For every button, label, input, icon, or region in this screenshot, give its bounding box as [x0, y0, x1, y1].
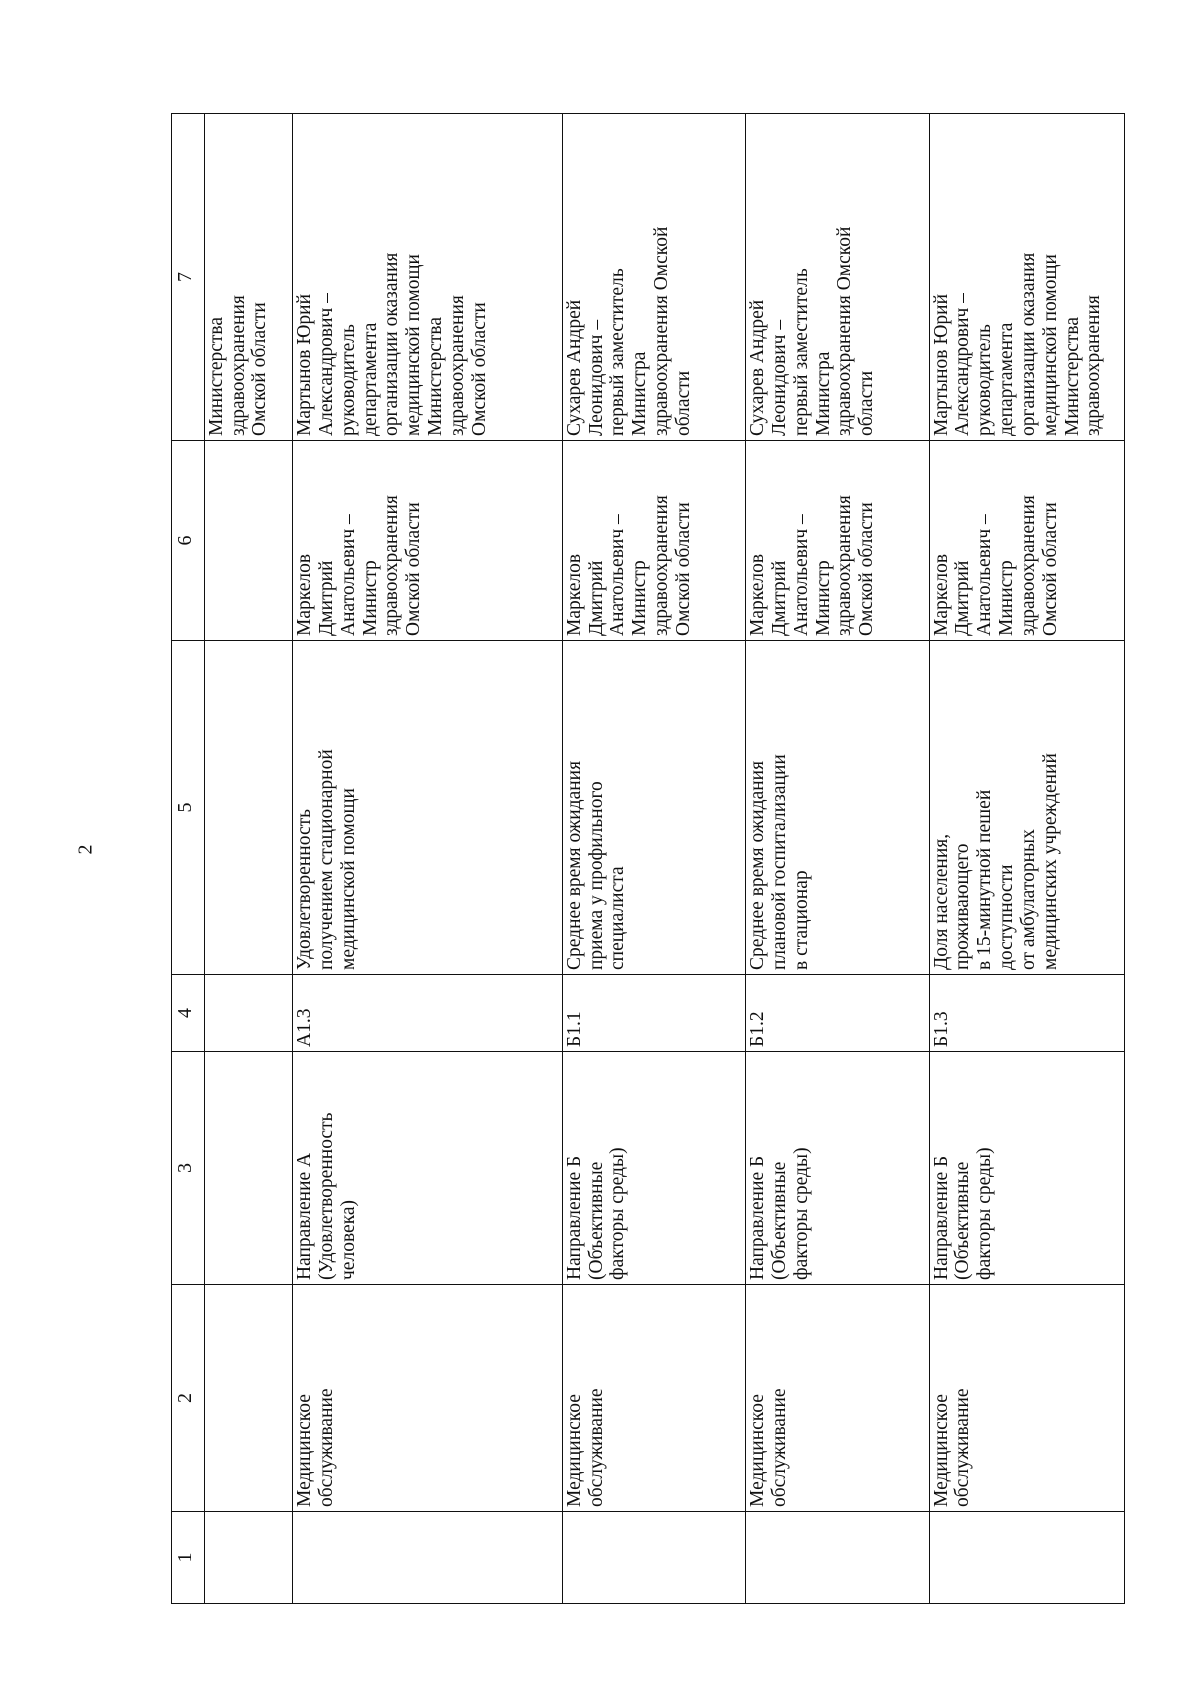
indicator-cell: Среднее время ожидания плановой госпитализации в стационар — [746, 641, 929, 975]
executor-cell: Мартынов Юрий Александрович – руководитель департамента организации оказания медицинской помощи Министерства здравоохранения — [929, 114, 1124, 441]
direction-cell: Направление Б (Объективные факторы среды) — [929, 1052, 1124, 1285]
column-number: 5 — [172, 641, 205, 975]
sphere-cell — [204, 1285, 292, 1512]
code-cell: Б1.3 — [929, 975, 1124, 1052]
table-row — [293, 114, 563, 1604]
row-number-cell — [746, 1512, 929, 1604]
responsible-cell: Маркелов Дмитрий Анатольевич – Министр здравоохранения Омской области — [562, 441, 745, 641]
indicator-cell — [204, 641, 292, 975]
responsible-cell: Маркелов Дмитрий Анатольевич – Министр здравоохранения Омской области — [746, 441, 929, 641]
column-number: 2 — [172, 1285, 205, 1512]
code-cell — [204, 975, 292, 1052]
column-number-row — [172, 114, 205, 1604]
code-cell: Б1.1 — [562, 975, 745, 1052]
indicator-cell: Удовлетворенность получением стационарной медицинской помощи — [293, 641, 563, 975]
responsibility-table — [171, 113, 1125, 1604]
row-number-cell — [929, 1512, 1124, 1604]
indicator-cell: Среднее время ожидания приема у профильного специалиста — [562, 641, 745, 975]
column-number: 3 — [172, 1052, 205, 1285]
sphere-cell: Медицинское обслуживание — [562, 1285, 745, 1512]
responsible-cell — [204, 441, 292, 641]
row-number-cell — [293, 1512, 563, 1604]
executor-cell: Сухарев Андрей Леонидович – первый заместитель Министра здравоохранения Омской области — [746, 114, 929, 441]
executor-cell: Министерства здравоохранения Омской области — [204, 114, 292, 441]
table-row — [562, 114, 745, 1604]
table-row — [929, 114, 1124, 1604]
row-number-cell — [204, 1512, 292, 1604]
rotated-table-container — [171, 114, 1125, 1604]
table-row — [204, 114, 292, 1604]
sphere-cell: Медицинское обслуживание — [293, 1285, 563, 1512]
column-number: 4 — [172, 975, 205, 1052]
executor-cell: Мартынов Юрий Александрович – руководитель департамента организации оказания медицинской помощи Министерства здравоохранения Омской области — [293, 114, 563, 441]
sphere-cell: Медицинское обслуживание — [929, 1285, 1124, 1512]
sphere-cell: Медицинское обслуживание — [746, 1285, 929, 1512]
responsible-cell: Маркелов Дмитрий Анатольевич – Министр здравоохранения Омской области — [293, 441, 563, 641]
row-number-cell — [562, 1512, 745, 1604]
executor-cell: Сухарев Андрей Леонидович – первый заместитель Министра здравоохранения Омской области — [562, 114, 745, 441]
code-cell: А1.3 — [293, 975, 563, 1052]
responsible-cell: Маркелов Дмитрий Анатольевич – Министр здравоохранения Омской области — [929, 441, 1124, 641]
page-number: 2 — [74, 844, 97, 855]
direction-cell: Направление Б (Объективные факторы среды) — [562, 1052, 745, 1285]
column-number: 1 — [172, 1512, 205, 1604]
indicator-cell: Доля населения, проживающего в 15-минутной пешей доступности от амбулаторных медицинских учреждений — [929, 641, 1124, 975]
column-number: 6 — [172, 441, 205, 641]
direction-cell: Направление А (Удовлетворенность человека) — [293, 1052, 563, 1285]
code-cell: Б1.2 — [746, 975, 929, 1052]
table-row — [746, 114, 929, 1604]
direction-cell: Направление Б (Объективные факторы среды) — [746, 1052, 929, 1285]
direction-cell — [204, 1052, 292, 1285]
column-number: 7 — [172, 114, 205, 441]
